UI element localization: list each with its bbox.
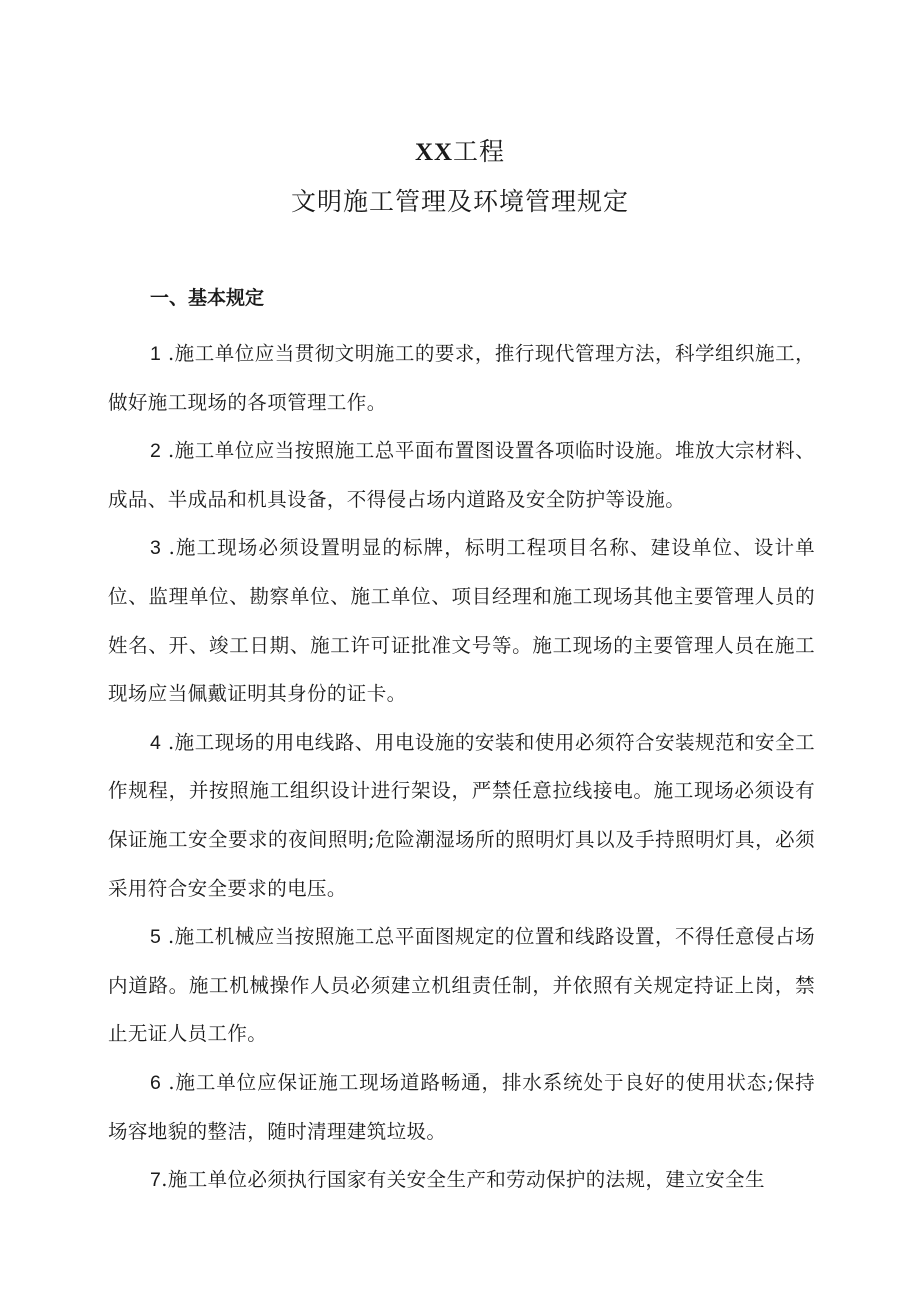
paragraph-1 xyxy=(108,330,815,427)
paragraph-text: .施工单位应当按照施工总平面布置图设置各项临时设施。堆放大宗材料、成品、半成品和机具设备，不得侵占场内道路及安全防护等设施。 xyxy=(108,439,815,511)
paragraph-number: 6 xyxy=(150,1071,162,1094)
paragraph-text: .施工现场必须设置明显的标牌，标明工程项目名称、建设单位、设计单位、监理单位、勘察单位、施工单位、项目经理和施工现场其他主要管理人员的姓名、开、竣工日期、施工许可证批准文号等。施工现场的主要管理人员在施工现场应当佩戴证明其身份的证卡。 xyxy=(108,536,815,706)
section-heading: 一、基本规定 xyxy=(150,287,265,309)
document-title-suffix: 工程 xyxy=(453,137,506,166)
paragraph-text: .施工机械应当按照施工总平面图规定的位置和线路设置，不得任意侵占场内道路。施工机械操作人员必须建立机组责任制，并依照有关规定持证上岗，禁止无证人员工作。 xyxy=(108,925,815,1046)
paragraph-4 xyxy=(108,719,815,913)
paragraph-text: .施工单位应当贯彻文明施工的要求，推行现代管理方法，科学组织施工，做好施工现场的各项管理工作。 xyxy=(108,342,815,414)
paragraph-2 xyxy=(108,427,815,524)
document-title xyxy=(0,134,920,171)
paragraph-number: 2 xyxy=(150,440,162,463)
paragraph-text: .施工单位应保证施工现场道路畅通，排水系统处于良好的使用状态;保持场容地貌的整洁，随时清理建筑垃圾。 xyxy=(108,1070,815,1143)
paragraph-text: .施工单位必须执行国家有关安全生产和劳动保护的法规，建立安全生 xyxy=(161,1168,765,1192)
paragraph-number: 4 xyxy=(150,731,162,754)
paragraph-3 xyxy=(108,524,815,718)
document-body xyxy=(108,330,815,1205)
paragraph-6 xyxy=(108,1059,815,1156)
paragraph-number: 5 xyxy=(150,926,162,949)
paragraph-number: 3 xyxy=(150,537,162,560)
paragraph-text: .施工现场的用电线路、用电设施的安装和使用必须符合安装规范和安全工作规程，并按照施工组织设计进行架设，严禁任意拉线接电。施工现场必须设有保证施工安全要求的夜间照明;危险潮湿场所的照明灯具以及手持照明灯具，必须采用符合安全要求的电压。 xyxy=(108,730,815,900)
document-subtitle: 文明施工管理及环境管理规定 xyxy=(290,187,629,216)
paragraph-number: 1 xyxy=(150,343,162,365)
paragraph-number: 7 xyxy=(150,1169,162,1192)
paragraph-5 xyxy=(108,913,815,1059)
document-title-prefix: XX xyxy=(414,139,454,166)
paragraph-7 xyxy=(108,1156,815,1205)
